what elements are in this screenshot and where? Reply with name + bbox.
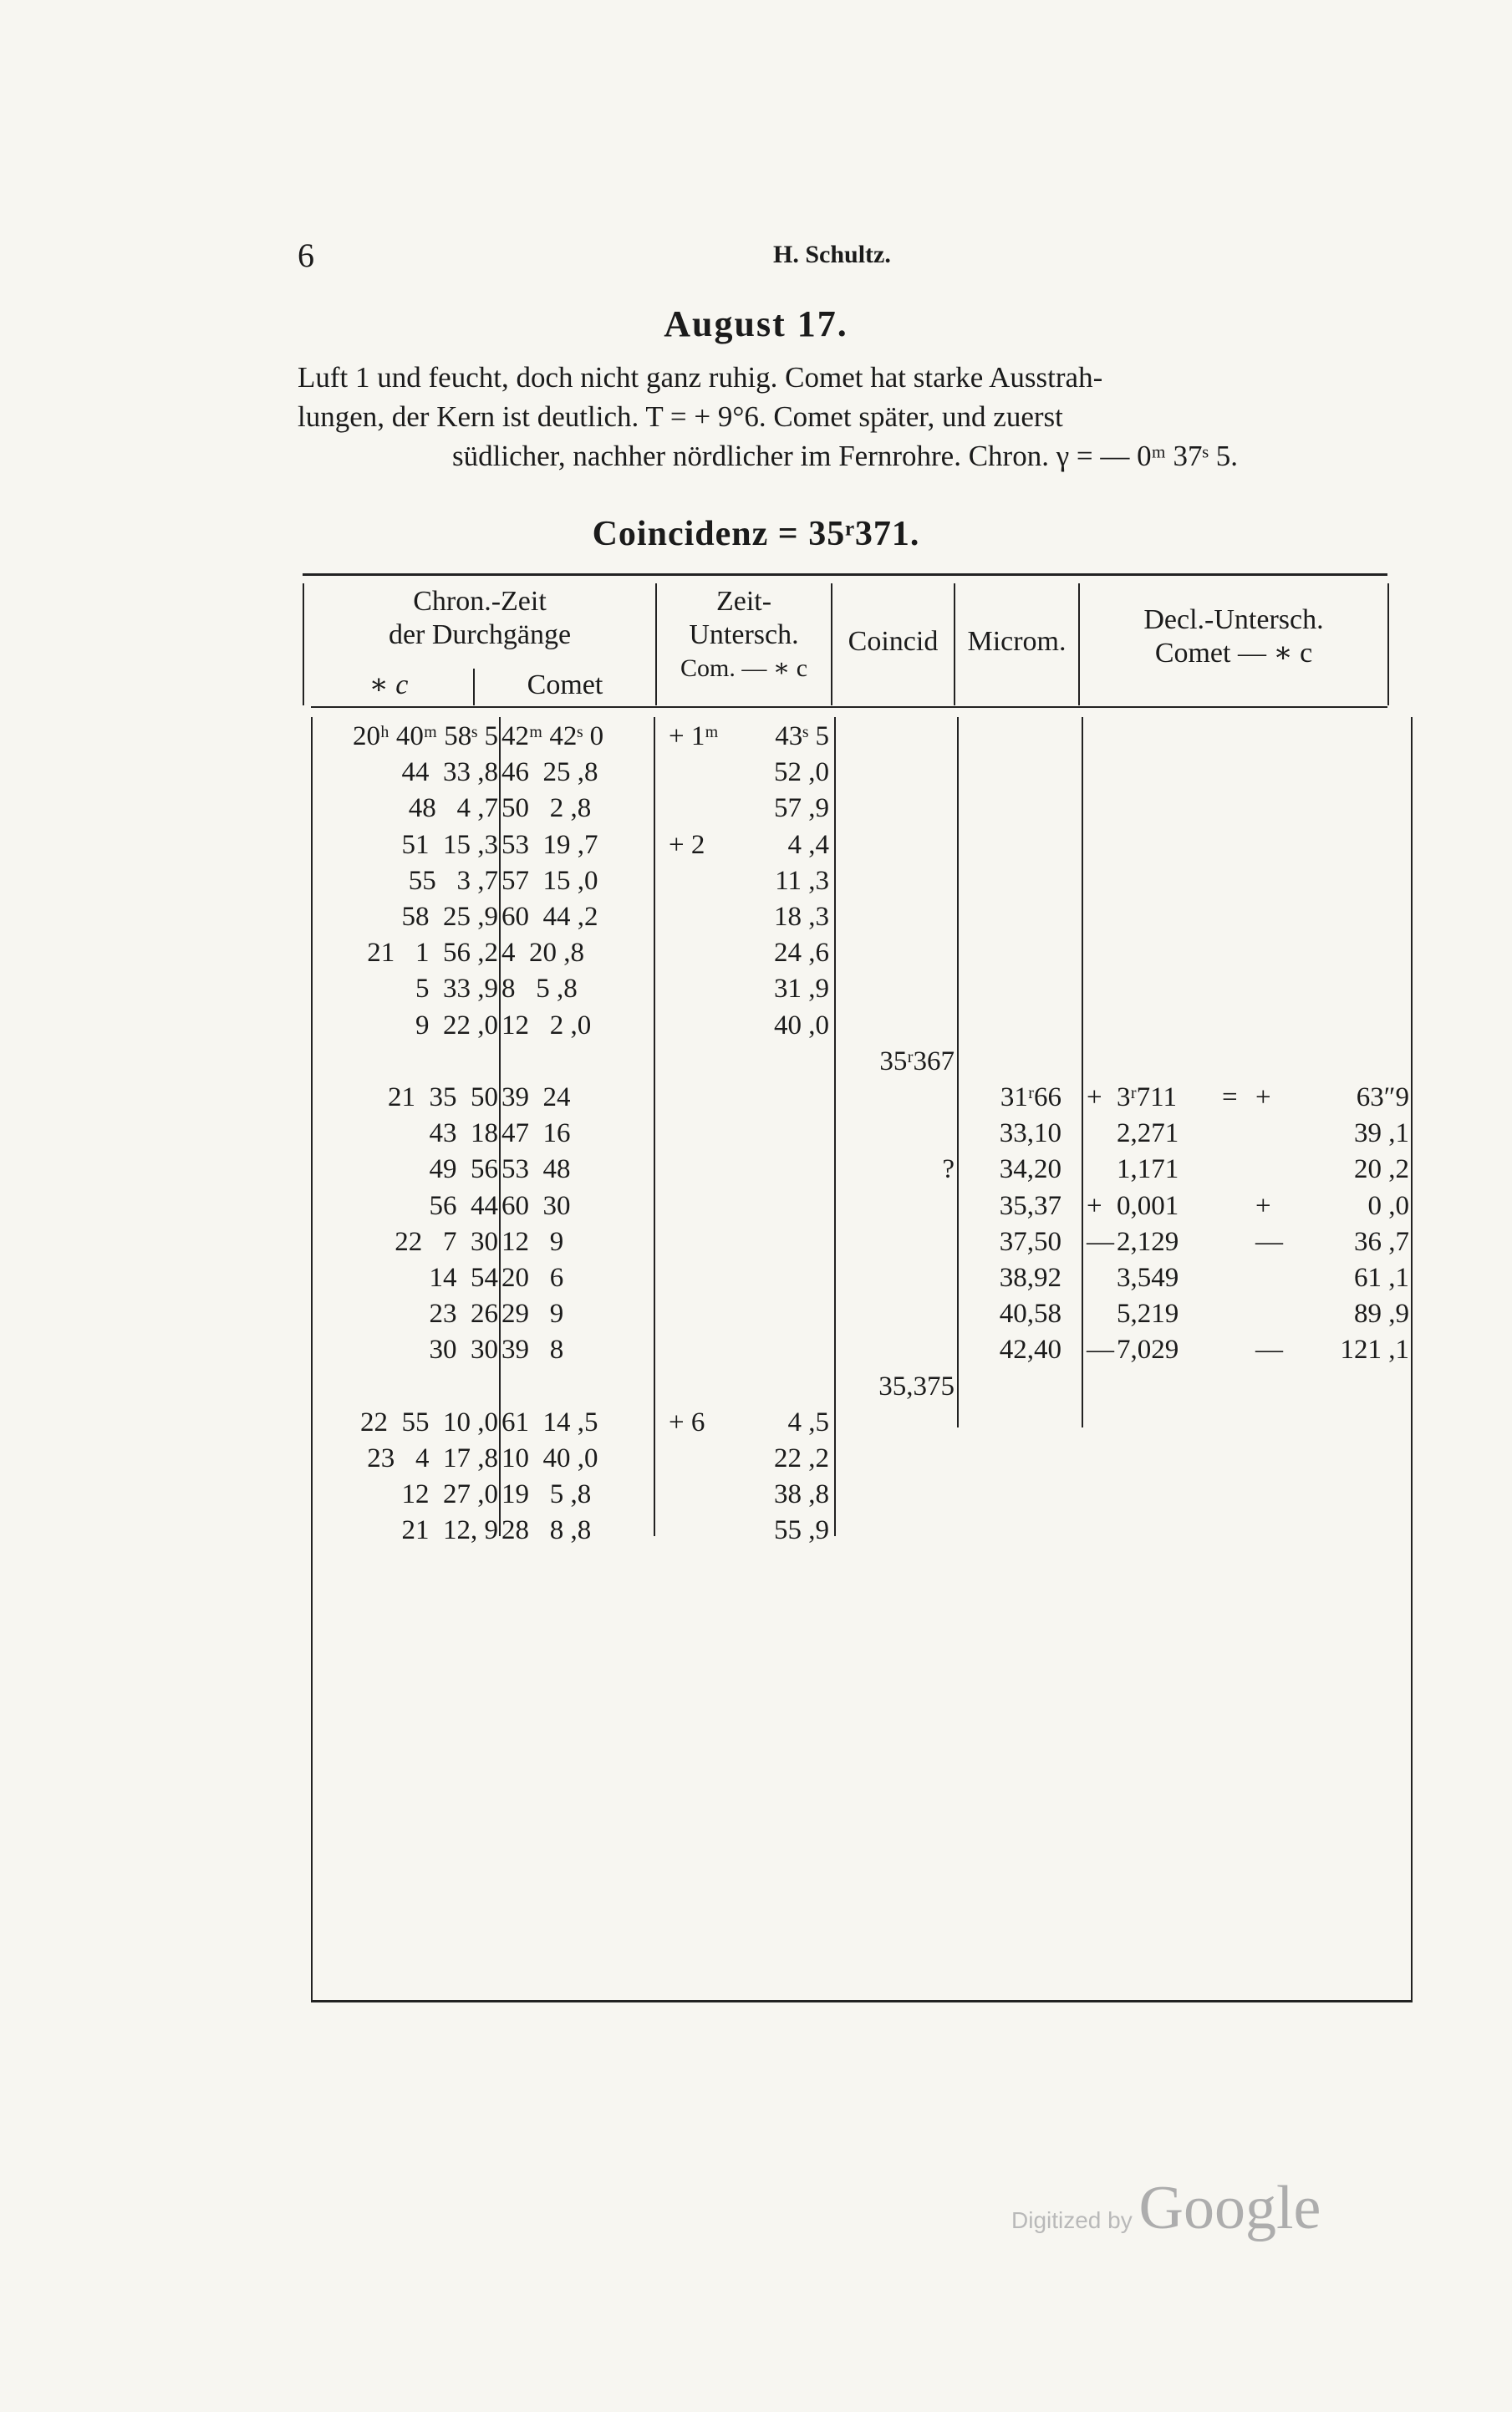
cell-microm: 31ʳ66 bbox=[1000, 1082, 1061, 1112]
cell-comet: 10 40 ,0 bbox=[501, 1443, 598, 1473]
column-divider bbox=[1082, 717, 1083, 1427]
cell-comet: 12 2 ,0 bbox=[501, 1010, 592, 1041]
cell-star: 20ʰ 40ᵐ 58ˢ 5 bbox=[353, 721, 498, 751]
cell-aval: 20 ,2 bbox=[1354, 1154, 1409, 1185]
cell-dval: 2,129 bbox=[1117, 1226, 1179, 1257]
cell-zval: 24 ,6 bbox=[774, 938, 829, 969]
header-decl bbox=[1080, 603, 1387, 670]
cell-zval: 4 ,4 bbox=[787, 829, 829, 860]
cell-star: 30 30 bbox=[429, 1335, 498, 1366]
cell-star: 22 55 10 ,0 bbox=[360, 1407, 498, 1438]
cell-dval: 3,549 bbox=[1117, 1263, 1179, 1293]
cell-microm: 42,40 bbox=[999, 1335, 1061, 1366]
cell-aval: 0 ,0 bbox=[1367, 1190, 1409, 1221]
cell-dsign: + bbox=[1087, 1190, 1102, 1221]
column-divider bbox=[1411, 717, 1413, 2000]
cell-comet: 50 2 ,8 bbox=[501, 793, 592, 824]
cell-eq: = bbox=[1222, 1082, 1238, 1112]
cell-comet: 61 14 ,5 bbox=[501, 1407, 598, 1438]
cell-zval: 31 ,9 bbox=[774, 974, 829, 1005]
cell-dsign: — bbox=[1087, 1226, 1114, 1257]
cell-star: 51 15 ,3 bbox=[401, 829, 498, 860]
cell-coincid: 35,375 bbox=[878, 1371, 955, 1402]
header-star: ∗ c bbox=[369, 669, 409, 700]
cell-star: 58 25 ,9 bbox=[401, 902, 498, 932]
cell-coincid: ? bbox=[942, 1154, 955, 1185]
cell-dsign: + bbox=[1087, 1082, 1102, 1112]
header-divider bbox=[1387, 583, 1389, 705]
watermark-prefix: Digitized by bbox=[1011, 2207, 1133, 2233]
cell-dval: 0,001 bbox=[1117, 1190, 1179, 1221]
cell-asign: — bbox=[1255, 1335, 1283, 1366]
cell-aval: 89 ,9 bbox=[1354, 1299, 1409, 1330]
cell-dval: 7,029 bbox=[1117, 1335, 1179, 1366]
cell-star: 56 44 bbox=[429, 1190, 498, 1221]
cell-star: 14 54 bbox=[429, 1263, 498, 1293]
digitized-watermark bbox=[1011, 2173, 1321, 2244]
header-zeit-line2: Untersch. bbox=[689, 619, 799, 650]
cell-comet: 60 44 ,2 bbox=[501, 902, 598, 932]
intro-line: südlicher, nachher nördlicher im Fernrohre. Chron. γ = — 0ᵐ 37ˢ 5. bbox=[452, 440, 1238, 472]
cell-microm: 33,10 bbox=[999, 1118, 1061, 1149]
cell-star: 23 26 bbox=[429, 1299, 498, 1330]
cell-comet: 42ᵐ 42ˢ 0 bbox=[501, 721, 604, 751]
cell-aval: 39 ,1 bbox=[1354, 1118, 1409, 1149]
cell-zval: 55 ,9 bbox=[774, 1515, 829, 1546]
cell-star: 22 7 30 bbox=[395, 1226, 498, 1257]
header-decl-line1: Decl.-Untersch. bbox=[1143, 604, 1324, 635]
cell-comet: 57 15 ,0 bbox=[501, 865, 598, 896]
cell-comet: 28 8 ,8 bbox=[501, 1515, 592, 1546]
cell-dval: 5,219 bbox=[1117, 1299, 1179, 1330]
header-microm: Microm. bbox=[967, 626, 1067, 657]
cell-comet: 20 6 bbox=[501, 1263, 564, 1293]
header-comet: Comet bbox=[527, 669, 603, 700]
cell-star: 23 4 17 ,8 bbox=[367, 1443, 498, 1473]
cell-star: 49 56 bbox=[429, 1154, 498, 1185]
table-top-rule bbox=[303, 573, 1387, 576]
header-zeit-line3: Com. — ∗ c bbox=[680, 654, 808, 682]
cell-comet: 39 8 bbox=[501, 1335, 564, 1366]
cell-star: 12 27 ,0 bbox=[401, 1479, 498, 1510]
header-zeit-line1: Zeit- bbox=[715, 586, 772, 617]
header-zeit bbox=[657, 585, 831, 685]
cell-star: 21 35 50 bbox=[388, 1082, 498, 1112]
cell-star: 5 33 ,9 bbox=[415, 974, 498, 1005]
cell-star: 48 4 ,7 bbox=[408, 793, 498, 824]
cell-comet: 46 25 ,8 bbox=[501, 757, 598, 788]
cell-aval: 121 ,1 bbox=[1340, 1335, 1409, 1366]
cell-aval: 63″9 bbox=[1356, 1082, 1409, 1112]
cell-comet: 29 9 bbox=[501, 1299, 564, 1330]
cell-microm: 37,50 bbox=[999, 1226, 1061, 1257]
google-logo: Google bbox=[1138, 2174, 1321, 2242]
header-chron-line1: Chron.-Zeit bbox=[413, 586, 547, 617]
cell-star: 21 12, 9 bbox=[401, 1515, 498, 1546]
header-chron-title bbox=[304, 585, 655, 652]
cell-dval: 2,271 bbox=[1117, 1118, 1179, 1149]
running-head: H. Schultz. bbox=[773, 241, 891, 268]
cell-comet: 60 30 bbox=[501, 1190, 571, 1221]
cell-zsign: + 2 bbox=[669, 829, 705, 860]
cell-zval: 22 ,2 bbox=[774, 1443, 829, 1473]
cell-zval: 57 ,9 bbox=[774, 793, 829, 824]
column-divider bbox=[654, 717, 655, 1536]
coincidenz-heading: Coincidenz = 35ʳ371. bbox=[592, 515, 920, 553]
column-divider bbox=[834, 717, 836, 1536]
intro-line: lungen, der Kern ist deutlich. T = + 9°6. Comet später, und zuerst bbox=[298, 400, 1063, 433]
cell-star: 55 3 ,7 bbox=[408, 865, 498, 896]
cell-zval: 43ˢ 5 bbox=[775, 721, 829, 751]
cell-zval: 40 ,0 bbox=[774, 1010, 829, 1041]
cell-microm: 35,37 bbox=[999, 1190, 1061, 1221]
cell-microm: 38,92 bbox=[999, 1263, 1061, 1293]
cell-dval: 3ʳ711 bbox=[1117, 1082, 1177, 1112]
cell-zval: 18 ,3 bbox=[774, 902, 829, 932]
cell-star: 44 33 ,8 bbox=[401, 757, 498, 788]
intro-line: Luft 1 und feucht, doch nicht ganz ruhig. Comet hat starke Ausstrah- bbox=[298, 361, 1103, 394]
table-header-rule bbox=[311, 706, 1387, 708]
cell-zsign: + 6 bbox=[669, 1407, 705, 1438]
cell-zsign: + 1ᵐ bbox=[669, 721, 719, 751]
table-bottom-rule bbox=[311, 2000, 1413, 2002]
cell-zval: 11 ,3 bbox=[775, 865, 829, 896]
cell-comet: 8 5 ,8 bbox=[501, 974, 578, 1005]
cell-comet: 4 20 ,8 bbox=[501, 938, 584, 969]
header-chron-line2: der Durchgänge bbox=[388, 619, 572, 650]
cell-dsign: — bbox=[1087, 1335, 1114, 1366]
cell-asign: — bbox=[1255, 1226, 1283, 1257]
cell-dval: 1,171 bbox=[1117, 1154, 1179, 1185]
cell-microm: 40,58 bbox=[999, 1299, 1061, 1330]
cell-asign: + bbox=[1255, 1082, 1271, 1112]
cell-star: 21 1 56 ,2 bbox=[367, 938, 498, 969]
cell-zval: 38 ,8 bbox=[774, 1479, 829, 1510]
page-number: 6 bbox=[298, 237, 314, 274]
cell-star: 9 22 ,0 bbox=[415, 1010, 498, 1041]
cell-zval: 4 ,5 bbox=[787, 1407, 829, 1438]
column-divider bbox=[499, 717, 501, 1536]
section-heading: August 17. bbox=[664, 303, 848, 344]
cell-zval: 52 ,0 bbox=[774, 757, 829, 788]
cell-aval: 36 ,7 bbox=[1354, 1226, 1409, 1257]
cell-asign: + bbox=[1255, 1190, 1271, 1221]
header-coincid: Coincid bbox=[848, 626, 939, 657]
cell-comet: 12 9 bbox=[501, 1226, 564, 1257]
intro-paragraph bbox=[298, 358, 1392, 476]
cell-microm: 34,20 bbox=[999, 1154, 1061, 1185]
header-decl-line2: Comet — ∗ c bbox=[1154, 638, 1313, 669]
cell-comet: 39 24 bbox=[501, 1082, 571, 1112]
cell-aval: 61 ,1 bbox=[1354, 1263, 1409, 1293]
cell-comet: 47 16 bbox=[501, 1118, 571, 1149]
cell-comet: 53 48 bbox=[501, 1154, 571, 1185]
column-divider bbox=[957, 717, 959, 1427]
cell-comet: 53 19 ,7 bbox=[501, 829, 598, 860]
cell-comet: 19 5 ,8 bbox=[501, 1479, 592, 1510]
cell-coincid: 35ʳ367 bbox=[879, 1046, 955, 1076]
cell-star: 43 18 bbox=[429, 1118, 498, 1149]
